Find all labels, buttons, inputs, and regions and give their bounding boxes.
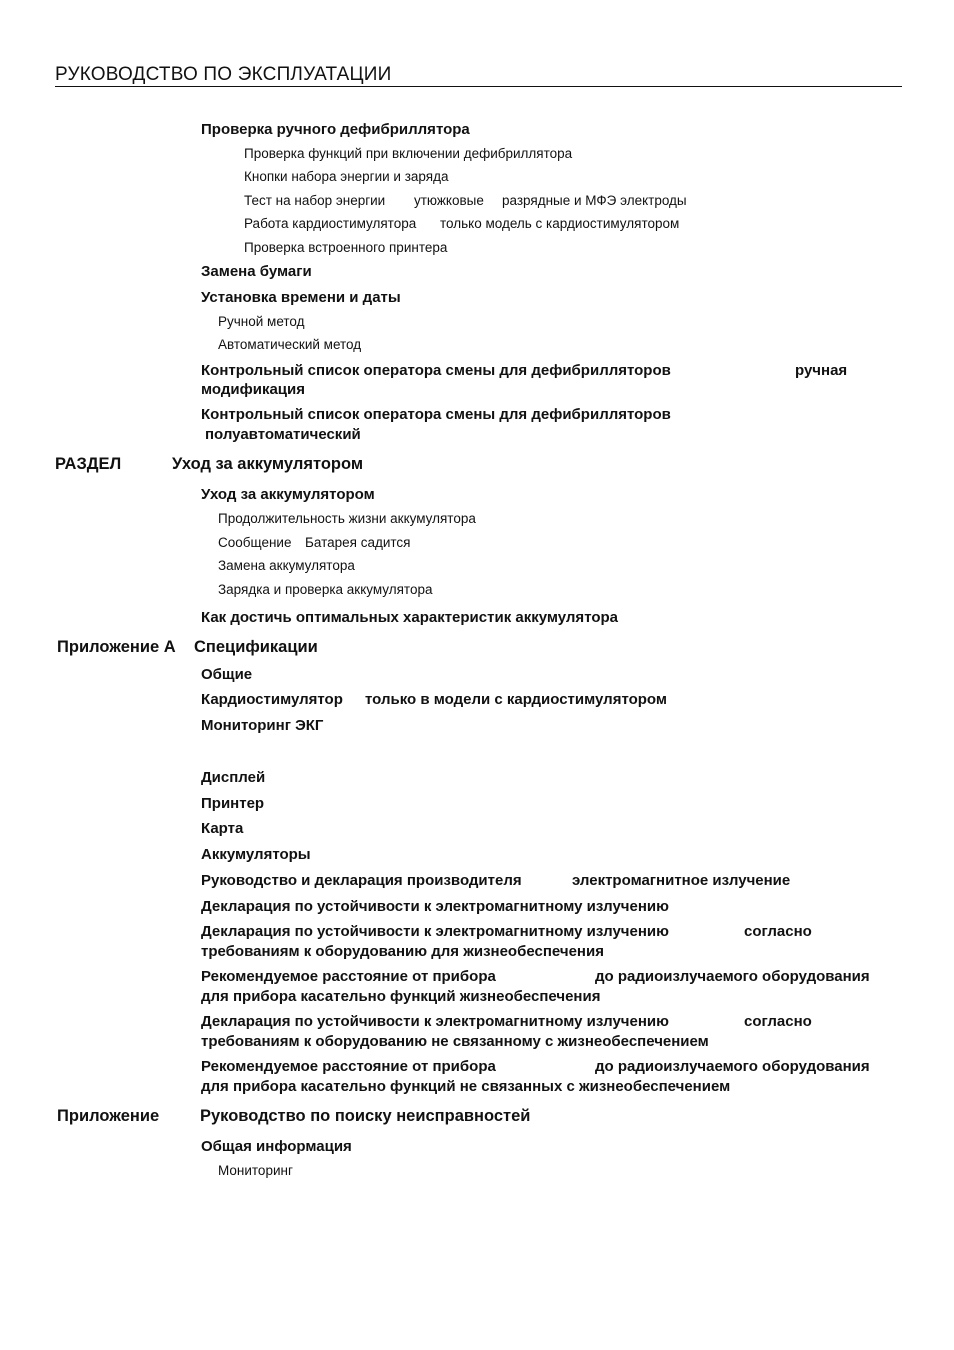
toc-subentry: Ручной метод bbox=[218, 314, 305, 329]
toc-subentry: Кнопки набора энергии и заряда bbox=[244, 169, 449, 184]
toc-entry: Декларация по устойчивости к электромагнитному излучению bbox=[201, 1013, 669, 1030]
toc-subentry: Тест на набор энергии bbox=[244, 193, 386, 208]
section-title: Руководство по поиску неисправностей bbox=[200, 1107, 531, 1125]
toc-entry: Кардиостимулятор bbox=[201, 691, 343, 708]
page-header-title: РУКОВОДСТВО ПО ЭКСПЛУАТАЦИИ bbox=[55, 64, 392, 85]
toc-entry: Рекомендуемое расстояние от прибора bbox=[201, 1058, 496, 1075]
toc-entry: до радиоизлучаемого оборудования bbox=[595, 1058, 870, 1075]
toc-entry: Руководство и декларация производителя bbox=[201, 872, 522, 889]
toc-entry: Рекомендуемое расстояние от прибора bbox=[201, 968, 496, 985]
toc-subentry: Мониторинг bbox=[218, 1163, 293, 1178]
toc-entry: Уход за аккумулятором bbox=[201, 486, 375, 503]
toc-entry: до радиоизлучаемого оборудования bbox=[595, 968, 870, 985]
toc-entry: Проверка ручного дефибриллятора bbox=[201, 121, 470, 138]
toc-entry: Декларация по устойчивости к электромагнитному излучению bbox=[201, 898, 669, 915]
toc-entry: Общая информация bbox=[201, 1138, 352, 1155]
toc-entry: Замена бумаги bbox=[201, 263, 312, 280]
toc-subentry: Проверка встроенного принтера bbox=[244, 240, 448, 255]
toc-entry: Контрольный список оператора смены для дефибрилляторов bbox=[201, 406, 671, 423]
toc-subentry: Работа кардиостимулятора bbox=[244, 216, 417, 231]
toc-entry: модификация bbox=[201, 381, 305, 398]
toc-subentry: только модель с кардиостимулятором bbox=[440, 216, 680, 231]
toc-subentry: Замена аккумулятора bbox=[218, 558, 355, 573]
toc-entry: Установка времени и даты bbox=[201, 289, 401, 306]
section-label: РАЗДЕЛ bbox=[55, 455, 122, 473]
toc-entry: требованиям к оборудованию не связанному с жизнеобеспечением bbox=[201, 1033, 709, 1050]
toc-entry: требованиям к оборудованию для жизнеобеспечения bbox=[201, 943, 604, 960]
toc-entry: для прибора касательно функций жизнеобеспечения bbox=[201, 988, 601, 1005]
toc-subentry: Автоматический метод bbox=[218, 337, 362, 352]
section-title: Спецификации bbox=[194, 638, 318, 656]
toc-subentry: Батарея садится bbox=[305, 535, 411, 550]
section-label: Приложение А bbox=[57, 638, 176, 656]
toc-subentry: Сообщение bbox=[218, 535, 292, 550]
header-divider bbox=[55, 86, 902, 87]
toc-entry: Декларация по устойчивости к электромагнитному излучению bbox=[201, 923, 669, 940]
toc-entry: электромагнитное излучение bbox=[572, 872, 791, 889]
toc-entry: для прибора касательно функций не связанных с жизнеобеспечением bbox=[201, 1078, 731, 1095]
toc-entry: Принтер bbox=[201, 795, 265, 812]
toc-entry: Мониторинг ЭКГ bbox=[201, 717, 324, 734]
toc-entry: Карта bbox=[201, 820, 244, 837]
toc-subentry: Зарядка и проверка аккумулятора bbox=[218, 582, 433, 597]
toc-subentry: разрядные и МФЭ электроды bbox=[502, 193, 687, 208]
toc-entry: согласно bbox=[744, 1013, 812, 1030]
toc-subentry: Проверка функций при включении дефибриллятора bbox=[244, 146, 573, 161]
toc-subentry: Продолжительность жизни аккумулятора bbox=[218, 511, 476, 526]
toc-entry: ручная bbox=[795, 362, 848, 379]
toc-entry: согласно bbox=[744, 923, 812, 940]
toc-entry: Аккумуляторы bbox=[201, 846, 311, 863]
section-title: Уход за аккумулятором bbox=[172, 455, 364, 473]
toc-entry: Контрольный список оператора смены для дефибрилляторов bbox=[201, 362, 671, 379]
toc-entry: полуавтоматический bbox=[205, 426, 361, 443]
toc-subentry: утюжковые bbox=[414, 193, 484, 208]
section-label: Приложение bbox=[57, 1107, 160, 1125]
toc-entry: Как достичь оптимальных характеристик аккумулятора bbox=[201, 609, 619, 626]
toc-entry: Общие bbox=[201, 666, 253, 683]
toc-entry: только в модели с кардиостимулятором bbox=[365, 691, 667, 708]
toc-entry: Дисплей bbox=[201, 769, 266, 786]
